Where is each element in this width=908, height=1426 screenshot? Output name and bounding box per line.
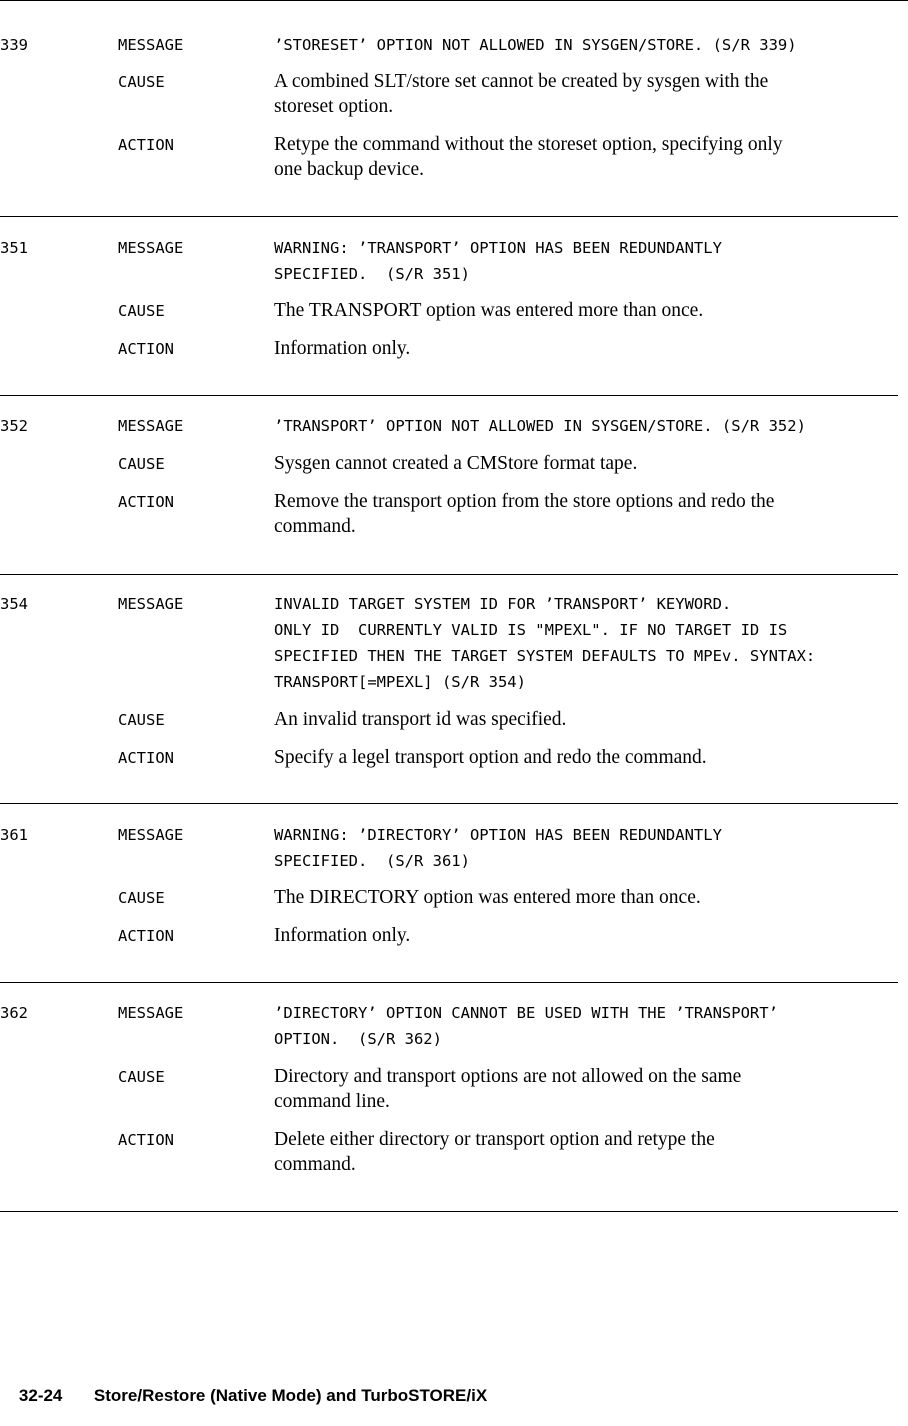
message-label: MESSAGE [118, 826, 184, 844]
action-label: ACTION [118, 927, 174, 945]
action-label: ACTION [118, 340, 174, 358]
action-text: Specify a legel transport option and redo the command. [274, 747, 707, 768]
action-label: ACTION [118, 136, 174, 154]
error-code: 354 [0, 595, 28, 613]
cause-label: CAUSE [118, 1068, 165, 1086]
action-text: Delete either directory or transport option and retype the command. [274, 1129, 715, 1175]
message-text: ’DIRECTORY’ OPTION CANNOT BE USED WITH THE ’TRANSPORT’ OPTION. (S/R 362) [274, 1004, 778, 1048]
action-text: Remove the transport option from the store options and redo the command. [274, 491, 775, 537]
divider-rule [0, 216, 898, 217]
cause-text: Directory and transport options are not allowed on the same command line. [274, 1066, 742, 1112]
divider-rule [0, 803, 898, 804]
cause-text: The TRANSPORT option was entered more than once. [274, 300, 704, 321]
message-label: MESSAGE [118, 239, 184, 257]
divider-rule [0, 982, 898, 983]
message-text: INVALID TARGET SYSTEM ID FOR ’TRANSPORT’ KEYWORD. ONLY ID CURRENTLY VALID IS "MPEXL". IF NO TARGET ID IS SPECIFIED THEN THE TARGET SYSTEM DEFAULTS TO MPEv. SYNTAX: TRANSPORT[=MPEXL] (S/R 354) [274, 595, 816, 691]
action-text: Information only. [274, 925, 411, 946]
action-text: Information only. [274, 338, 411, 359]
message-label: MESSAGE [118, 417, 184, 435]
cause-text: An invalid transport id was specified. [274, 709, 567, 730]
divider-rule [0, 574, 898, 575]
error-code: 351 [0, 239, 28, 257]
cause-label: CAUSE [118, 889, 165, 907]
message-label: MESSAGE [118, 595, 184, 613]
divider-rule [0, 0, 908, 1]
message-text: ’STORESET’ OPTION NOT ALLOWED IN SYSGEN/STORE. (S/R 339) [274, 36, 797, 54]
cause-label: CAUSE [118, 73, 165, 91]
page-footer [0, 1366, 487, 1426]
divider-rule [0, 1211, 898, 1212]
error-code: 362 [0, 1004, 28, 1022]
action-label: ACTION [118, 749, 174, 767]
error-code: 339 [0, 36, 28, 54]
cause-label: CAUSE [118, 455, 165, 473]
cause-text: A combined SLT/store set cannot be created by sysgen with the storeset option. [274, 71, 769, 117]
page-number: 32-24 [18, 1386, 63, 1405]
footer-title: Store/Restore (Native Mode) and TurboSTORE/iX [93, 1386, 488, 1405]
message-text: ’TRANSPORT’ OPTION NOT ALLOWED IN SYSGEN/STORE. (S/R 352) [274, 417, 806, 435]
action-label: ACTION [118, 1131, 174, 1149]
cause-text: The DIRECTORY option was entered more than once. [274, 887, 701, 908]
action-label: ACTION [118, 493, 174, 511]
divider-rule [0, 395, 898, 396]
cause-label: CAUSE [118, 711, 165, 729]
message-text: WARNING: ’DIRECTORY’ OPTION HAS BEEN REDUNDANTLY SPECIFIED. (S/R 361) [274, 826, 722, 870]
action-text: Retype the command without the storeset option, specifying only one backup device. [274, 134, 783, 180]
cause-label: CAUSE [118, 302, 165, 320]
error-code: 361 [0, 826, 28, 844]
message-label: MESSAGE [118, 36, 184, 54]
cause-text: Sysgen cannot created a CMStore format tape. [274, 453, 638, 474]
message-text: WARNING: ’TRANSPORT’ OPTION HAS BEEN REDUNDANTLY SPECIFIED. (S/R 351) [274, 239, 722, 283]
error-code: 352 [0, 417, 28, 435]
message-label: MESSAGE [118, 1004, 184, 1022]
